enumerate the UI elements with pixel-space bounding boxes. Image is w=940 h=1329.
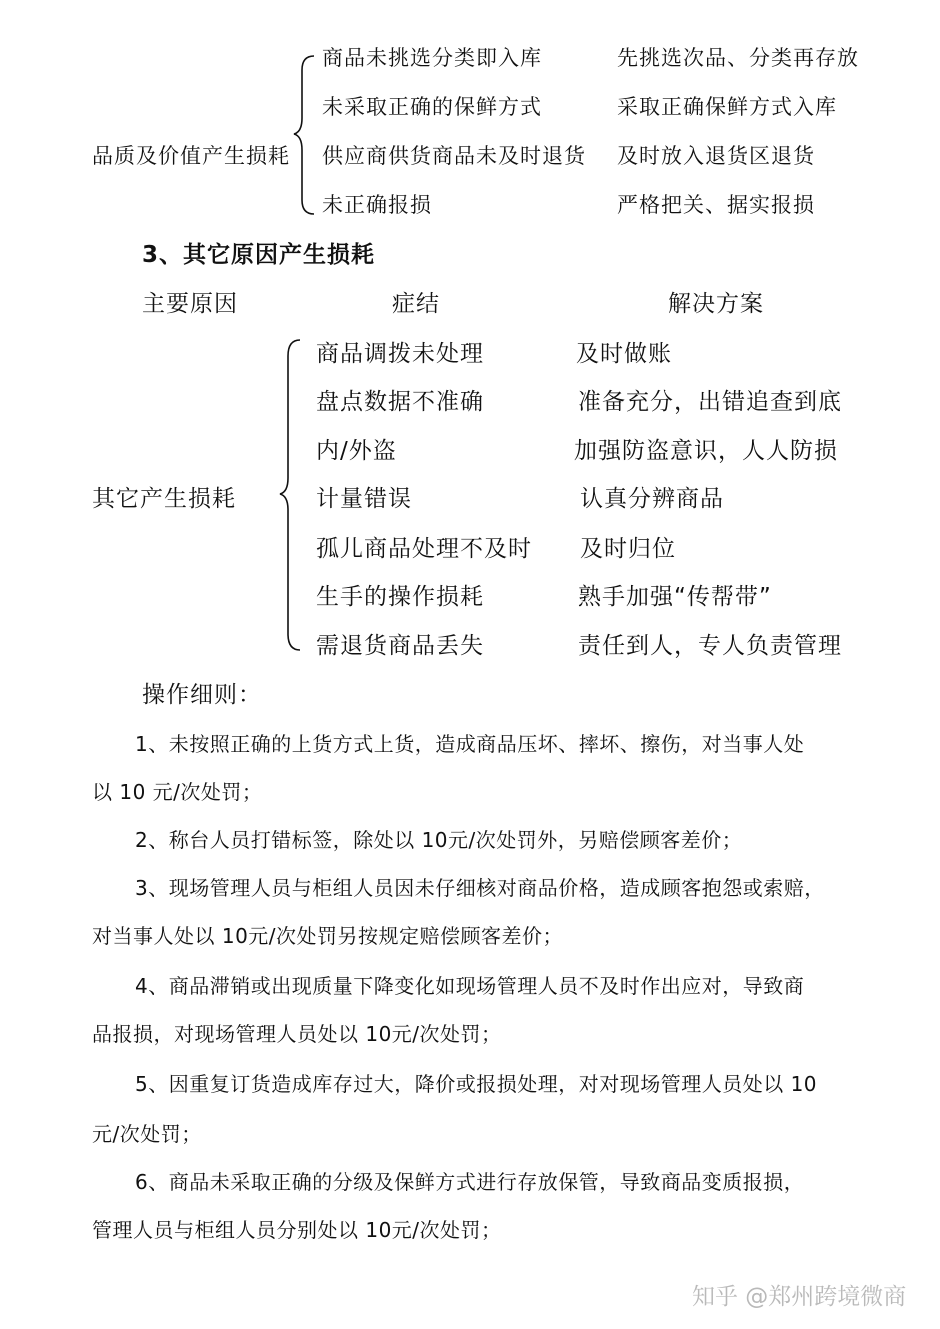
section3-solution: 及时做账 [576,341,672,367]
section1-solution: 及时放入退货区退货 [617,144,815,168]
section3-symptom: 需退货商品丢失 [316,633,484,659]
rule-line: 6、商品未采取正确的分级及保鲜方式进行存放保管，导致商品变质报损， [135,1170,805,1194]
section3-symptom: 生手的操作损耗 [316,584,484,610]
section1-symptom: 供应商供货商品未及时退货 [322,144,586,168]
section3-symptom: 内/外盗 [316,438,397,464]
rule-line: 3、现场管理人员与柜组人员因未仔细核对商品价格，造成顾客抱怨或索赔， [135,876,825,900]
section1-symptom: 未采取正确的保鲜方式 [322,95,542,119]
section1-solution: 严格把关、据实报损 [617,193,815,217]
rule-line: 2、称台人员打错标签，除处以 10元/次处罚外，另赔偿顾客差价； [135,828,743,852]
rule-line: 5、因重复订货造成库存过大，降价或报损处理，对对现场管理人员处以 10 [135,1072,818,1096]
section1-solution: 先挑选次品、分类再存放 [617,46,859,70]
rule-line: 元/次处罚； [92,1122,202,1146]
section3-brace [278,336,308,656]
header-solution: 解决方案 [668,291,764,317]
rule-line: 管理人员与柜组人员分别处以 10元/次处罚； [92,1218,502,1242]
header-main-cause: 主要原因 [142,291,238,317]
section1-solution: 采取正确保鲜方式入库 [617,95,837,119]
section3-heading: 3、其它原因产生损耗 [142,242,376,268]
section3-symptom: 孤儿商品处理不及时 [316,536,532,562]
section1-main-cause: 品质及价值产生损耗 [92,144,290,168]
section3-symptom: 盘点数据不准确 [316,389,484,415]
section3-solution: 准备充分，出错追查到底 [578,389,842,415]
section3-solution: 责任到人，专人负责管理 [578,633,842,659]
section1-symptom: 商品未挑选分类即入库 [322,46,542,70]
watermark: 知乎 @郑州跨境微商 [692,1284,907,1310]
rule-line: 以 10 元/次处罚； [92,780,263,804]
section3-solution: 熟手加强“传帮带” [578,584,772,610]
rule-line: 1、未按照正确的上货方式上货，造成商品压坏、摔坏、擦伤，对当事人处 [135,732,805,756]
section3-solution: 认真分辨商品 [580,486,724,512]
section3-symptom: 计量错误 [316,486,412,512]
section1-brace [292,52,322,222]
section3-main-cause: 其它产生损耗 [92,486,236,512]
rules-title: 操作细则： [142,682,262,708]
rule-line: 对当事人处以 10元/次处罚另按规定赔偿顾客差价； [92,924,564,948]
section3-solution: 及时归位 [580,536,676,562]
header-symptom: 症结 [392,291,440,317]
section3-symptom: 商品调拨未处理 [316,341,484,367]
rule-line: 4、商品滞销或出现质量下降变化如现场管理人员不及时作出应对，导致商 [135,974,805,998]
rule-line: 品报损，对现场管理人员处以 10元/次处罚； [92,1022,502,1046]
section1-symptom: 未正确报损 [322,193,432,217]
section3-solution: 加强防盗意识，人人防损 [574,438,838,464]
